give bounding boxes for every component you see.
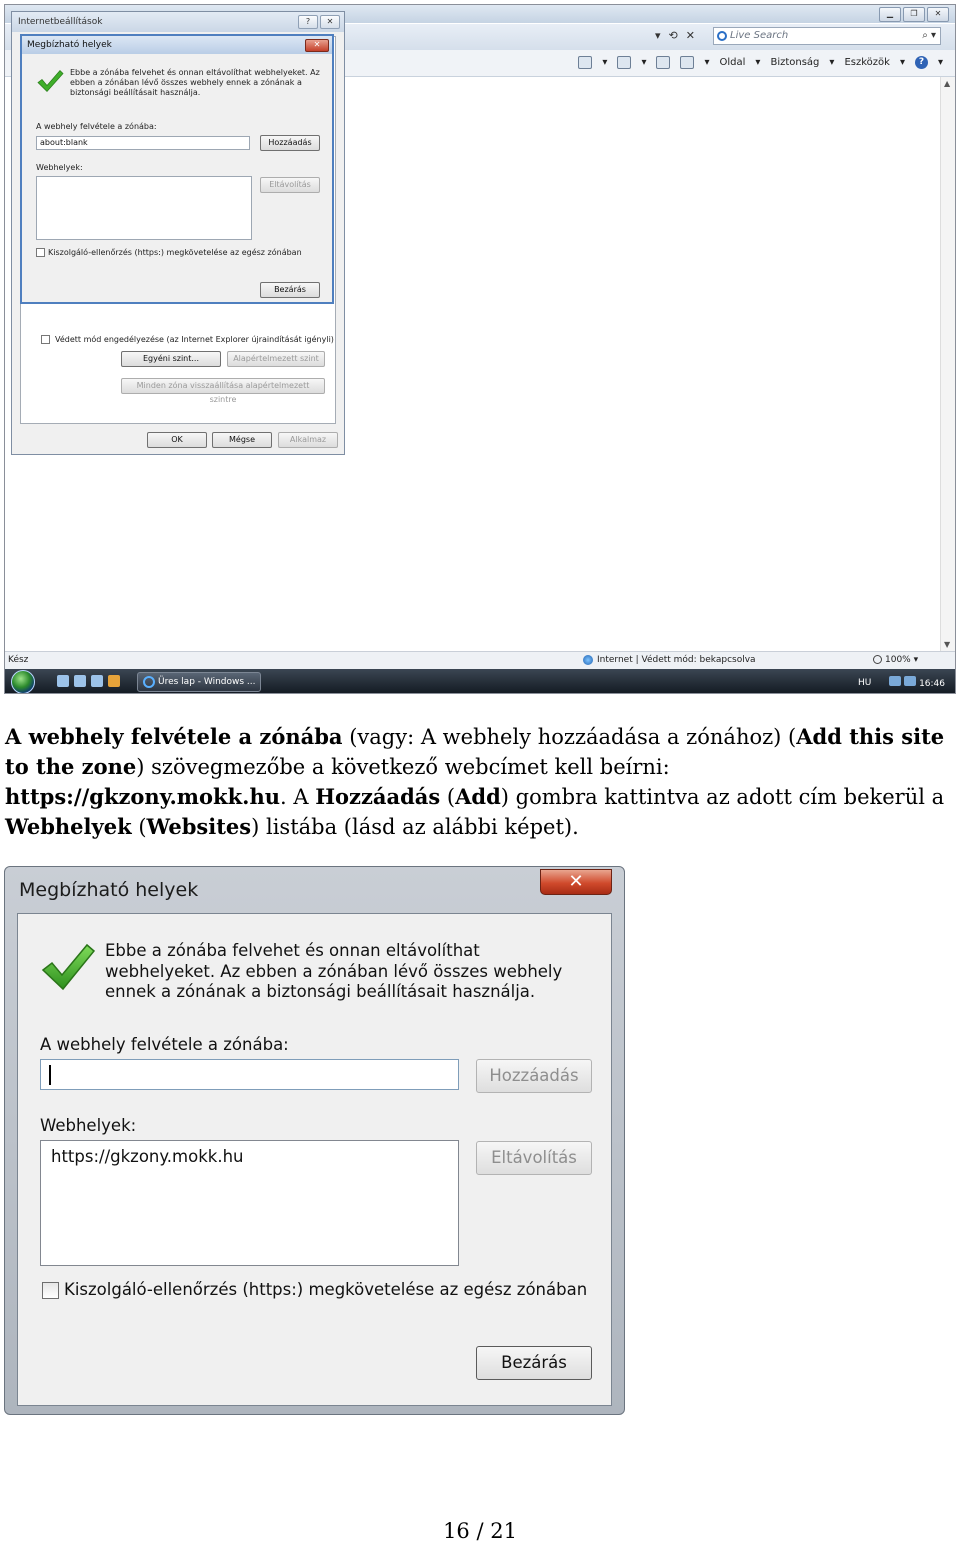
taskbar xyxy=(5,669,955,694)
status-zone-text: Internet | Védett mód: bekapcsolva xyxy=(597,655,756,665)
scroll-down-icon[interactable]: ▼ xyxy=(944,640,951,649)
ie-window-screenshot xyxy=(4,4,956,694)
dropdown-icon: ▾ xyxy=(755,57,761,68)
system-tray xyxy=(858,676,945,689)
dialog-title: Megbízható helyek xyxy=(19,879,199,901)
para-text: ( xyxy=(440,785,456,809)
close-icon[interactable]: ✕ xyxy=(927,7,949,22)
dropdown-icon: ▾ xyxy=(829,57,835,68)
show-desktop-icon[interactable] xyxy=(57,675,69,687)
term-websites-en: Websites xyxy=(146,814,252,839)
trusted-sites-dialog-small xyxy=(20,34,334,304)
term-url: https://gkzony.mokk.hu xyxy=(5,784,280,809)
para-text: ) gombra kattintva az adott cím bekerül a xyxy=(500,785,945,809)
menu-safety[interactable]: Biztonság xyxy=(770,57,820,68)
checkmark-icon xyxy=(40,942,96,992)
protected-mode-checkbox[interactable] xyxy=(41,335,50,344)
checkmark-icon xyxy=(36,68,64,94)
cancel-button[interactable]: Mégse xyxy=(212,432,272,448)
dropdown-icon[interactable]: ▾ xyxy=(602,57,608,68)
term-add-site-en: Add this site to the zone xyxy=(5,724,945,779)
volume-icon[interactable] xyxy=(904,676,916,686)
add-site-label: A webhely felvétele a zónába: xyxy=(36,122,157,131)
dropdown-icon[interactable]: ▾ xyxy=(704,57,710,68)
add-button[interactable]: Hozzáadás xyxy=(260,135,320,151)
zoom-level[interactable]: 100% ▾ xyxy=(873,655,918,665)
term-add-hu: Hozzáadás xyxy=(315,784,441,809)
dropdown-icon: ▾ xyxy=(937,57,943,68)
close-icon[interactable]: ✕ xyxy=(540,869,612,895)
remove-button[interactable]: Eltávolítás xyxy=(476,1141,592,1175)
print-icon[interactable] xyxy=(680,56,694,69)
dialog-description: Ebbe a zónába felvehet és onnan eltávolíthat webhelyeket. Az ebben a zónában lévő összes webhely ennek a zónának a biztonsági beállításait használja. xyxy=(105,941,563,1001)
trusted-sites-description: Ebbe a zónába felvehet és onnan eltávolíthat webhelyeket. Az ebben a zónában lévő összes webhely ennek a zónának a biztonsági beállításait használja. xyxy=(70,68,320,97)
scroll-up-icon[interactable]: ▲ xyxy=(944,79,951,88)
network-icon[interactable] xyxy=(889,676,901,686)
taskbar-item-label: Üres lap - Windows ... xyxy=(158,677,256,687)
clock[interactable]: 16:46 xyxy=(919,679,945,689)
add-site-label: A webhely felvétele a zónába: xyxy=(40,1035,289,1054)
trusted-sites-dialog xyxy=(4,866,625,1415)
protected-mode-label: Védett mód engedélyezése (az Internet Explorer újraindítását igényli) xyxy=(55,335,334,344)
term-add-en: Add xyxy=(455,784,501,809)
menu-page[interactable]: Oldal xyxy=(719,57,746,68)
close-icon[interactable]: ✕ xyxy=(305,39,329,52)
dropdown-icon[interactable]: ▾ xyxy=(641,57,647,68)
media-icon[interactable] xyxy=(108,675,120,687)
ie-icon[interactable] xyxy=(91,675,103,687)
page-scrollbar[interactable] xyxy=(940,77,955,651)
live-search-logo-icon xyxy=(717,31,727,41)
taskbar-item-ie[interactable] xyxy=(137,672,261,692)
websites-label: Webhelyek: xyxy=(36,163,83,172)
live-search-box[interactable] xyxy=(713,27,941,45)
reset-all-zones-button[interactable]: Minden zóna visszaállítása alapértelmezett szintre xyxy=(121,378,325,394)
list-item[interactable]: https://gkzony.mokk.hu xyxy=(51,1147,244,1166)
para-text: (vagy: A webhely hozzáadása a zónához) ( xyxy=(342,725,797,749)
term-add-site-hu: A webhely felvétele a zónába xyxy=(5,724,343,749)
dropdown-icon: ▾ xyxy=(899,57,905,68)
internet-options-title-text: Internetbeállítások xyxy=(18,17,103,27)
text-caret xyxy=(49,1065,51,1085)
language-indicator[interactable]: HU xyxy=(857,677,872,688)
custom-level-button[interactable]: Egyéni szint... xyxy=(121,351,221,367)
globe-icon xyxy=(583,655,593,665)
stop-icon[interactable]: ✕ xyxy=(685,29,695,42)
menu-tools[interactable]: Eszközök xyxy=(844,57,890,68)
para-text: . A xyxy=(279,785,316,809)
default-level-button[interactable]: Alapértelmezett szint xyxy=(227,351,325,367)
para-text: ) listába (lásd az alábbi képet). xyxy=(251,815,579,839)
close-button[interactable]: Bezárás xyxy=(260,282,320,298)
home-icon[interactable] xyxy=(578,56,592,69)
command-bar-items xyxy=(578,56,943,69)
trusted-sites-title xyxy=(22,36,332,54)
mail-icon[interactable] xyxy=(656,56,670,69)
https-label: Kiszolgáló-ellenőrzés (https:) megkövetelése az egész zónában xyxy=(64,1280,588,1299)
websites-label: Webhelyek: xyxy=(40,1116,137,1135)
instruction-paragraph xyxy=(5,722,957,842)
zoom-icon xyxy=(873,655,882,664)
https-checkbox[interactable] xyxy=(42,1282,59,1299)
help-icon[interactable]: ? xyxy=(298,15,318,29)
window-controls xyxy=(879,7,949,22)
address-tools xyxy=(655,29,695,42)
add-site-input[interactable]: about:blank xyxy=(36,136,250,150)
add-site-input[interactable] xyxy=(40,1059,459,1090)
help-icon[interactable]: ? xyxy=(915,56,928,69)
ok-button[interactable]: OK xyxy=(147,432,207,448)
minimize-icon[interactable]: ▁ xyxy=(879,7,901,22)
dropdown-icon[interactable]: ▾ xyxy=(655,29,661,42)
trusted-sites-title-text: Megbízható helyek xyxy=(27,40,112,50)
switch-windows-icon[interactable] xyxy=(74,675,86,687)
title-buttons xyxy=(298,15,340,29)
websites-list[interactable] xyxy=(36,176,252,240)
internet-options-dialog xyxy=(11,11,345,455)
close-button[interactable]: Bezárás xyxy=(476,1346,592,1380)
zoom-value: 100% xyxy=(885,655,911,665)
search-icon[interactable]: ⌕ ▾ xyxy=(922,30,936,41)
feeds-icon[interactable] xyxy=(617,56,631,69)
apply-button[interactable]: Alkalmaz xyxy=(278,432,338,448)
https-checkbox[interactable] xyxy=(36,248,45,257)
para-text: ( xyxy=(131,815,147,839)
status-bar xyxy=(5,651,955,670)
start-button-icon[interactable] xyxy=(11,670,35,694)
page-number: 16 / 21 xyxy=(443,1519,517,1543)
para-text: ) szövegmezőbe a következő webcímet kell beírni: xyxy=(136,755,670,779)
refresh-icon[interactable]: ⟲ xyxy=(668,29,678,42)
quick-launch xyxy=(57,675,120,687)
https-label: Kiszolgáló-ellenőrzés (https:) megkövetelése az egész zónában xyxy=(48,248,302,257)
ie-icon xyxy=(143,676,155,688)
add-button[interactable]: Hozzáadás xyxy=(476,1059,592,1093)
live-search-placeholder: Live Search xyxy=(730,30,789,41)
remove-button[interactable]: Eltávolítás xyxy=(260,177,320,193)
status-zone xyxy=(583,655,756,665)
internet-options-title xyxy=(12,12,344,32)
status-ready: Kész xyxy=(8,655,29,665)
websites-list[interactable] xyxy=(40,1140,459,1266)
dialog-body xyxy=(17,913,612,1406)
maximize-icon[interactable]: ❐ xyxy=(903,7,925,22)
term-websites-hu: Webhelyek xyxy=(5,814,132,839)
close-icon[interactable]: ✕ xyxy=(320,15,340,29)
